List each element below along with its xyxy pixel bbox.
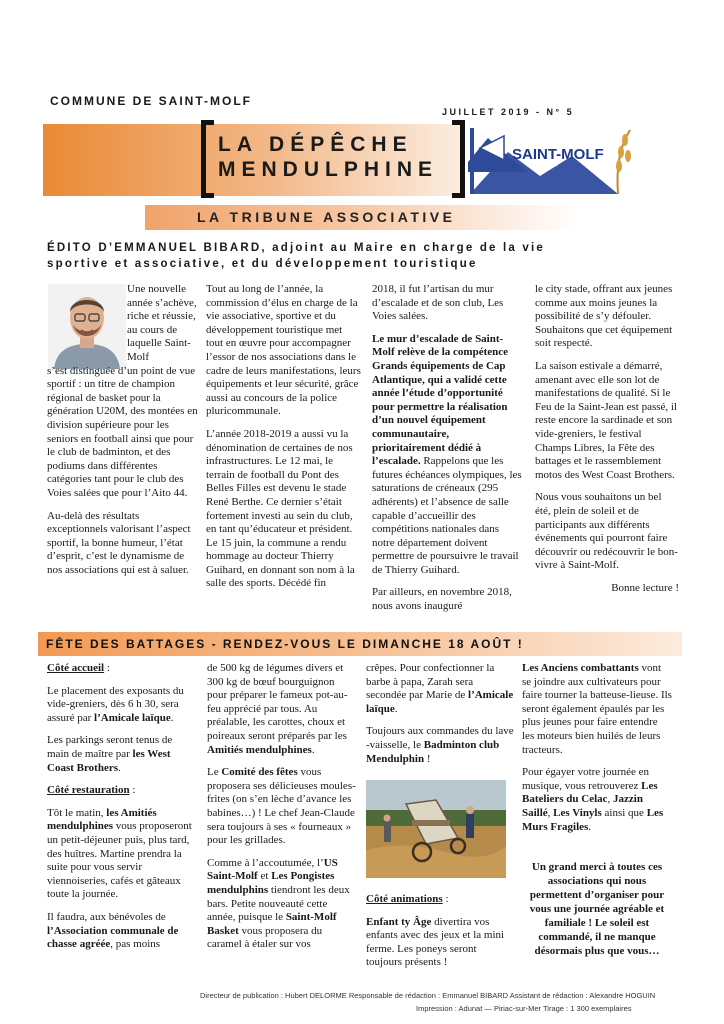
fete-col2-p1-a: de 500 kg de légumes divers et 300 kg de bœuf bourguignon pour préparer le fameux pot-au-feu apprécié par tous. Au préalable, les carottes, choux et poireaux seront préparés par les [207,662,348,742]
fete-col4-p1-bold: Les Anciens combattants [522,662,639,674]
edito-signoff: Bonne lecture ! [611,581,679,594]
fete-col4-p1 [522,662,672,757]
restauration-colon: : [129,784,136,797]
fete-col2-p2-a: Le [207,766,222,779]
fete-col1-p3 [47,807,195,902]
fete-col2-p3-b: et [257,870,272,883]
fete-column-2 [207,662,357,961]
fete-col1-p2-end: . [117,761,121,774]
edito-col2-p2: L’année 2018-2019 a aussi vu la dénomination de certaines de nos infrastructures. Le 12 mai, le terrain de football du Pont des Belles Filles est devenu le stade René Berthe. Ce dernier s’était fortement investi au sein du club, en tant qu’éducateur et président. Le 15 juin, la commune a rendu hommage au docteur Thierry Guihard, en donnant son nom à la salle des sports. Décédé fin [206,427,355,590]
fete-col4-p2-c: , [547,806,554,819]
fete-column-3-bottom [366,893,514,979]
fete-col2-p1 [207,662,357,757]
fete-col2-p2 [207,766,357,848]
fete-column-1 [47,662,195,961]
masthead-line-2: MENDULPHINE [218,158,439,181]
fete-col2-p1-bold: Amitiés mendulphines [207,743,312,756]
fete-col2-p1-end: . [311,743,315,756]
fete-col2-p3 [207,857,357,952]
accueil-heading [47,662,195,676]
fete-col3-p2-bold: Badminton club Mendulphin [366,738,500,765]
fete-col1-p3-a: Tôt le matin, [47,806,107,819]
restauration-title: Côté restauration [47,784,130,797]
edito-col3-p2-bold: Le mur d’escalade de Saint-Molf relève de la compétence Grands équipements de Cap Atlantique, qui a validé cette année l’étude d’opportunité pour permettre la réalisation d’un nouvel équipement communautaire, prioritairement dédié à l’escalade. [372,332,509,468]
fete-col4-p2-bold2: Jazzin Saillé [522,793,643,819]
edito-col1-p1: s’est distinguée d’un point de vue sportif : un titre de champion régional de basket pour la génération U20M, des montées en division supérieure pour les seniors en football ainsi que pour le club de badminton, et des podiums dans différentes catégories tant pour le club des Voies salées que pour l’Aito 44. [47,364,198,499]
fete-col1-p4-b: , pas moins [110,938,161,951]
left-bracket [201,120,214,198]
fete-col3-p2 [366,725,514,766]
edito-col3-p2-rest: Rappelons que les futures échéances olympiques, les saturations de créneaux (295 adhérents) et l’absence de salle capable d’accueillir des compétitions nationales dans notre département doivent permettre de poursuivre le travail de Thierry Guihard. [372,455,522,576]
fete-col4-p2-bold1: Les Bateliers du Celac [522,779,658,806]
logo-text: SAINT-MOLF [512,146,604,163]
fete-banner [38,632,682,656]
right-bracket [452,120,465,198]
thanks-message: Un grand merci à toutes ces associations qui nous permettent d’organiser pour vous une journée agréable et familiale ! Le soleil est commandé, il ne manque désormais plus que vous… [529,861,665,957]
fete-col3-p3-b: divertira vos enfants avec des jeux et la mini ferme. Les poneys seront toujours présents ! [366,915,505,969]
fete-col4-p2-bold4: Les Murs Fragiles [522,806,664,833]
fete-col4-p2-end: . [588,820,592,833]
edito-heading-line-1: ÉDITO D’EMMANUEL BIBARD, adjoint au Maire en charge de la vie [47,242,546,254]
fete-title: FÊTE DES BATTAGES - RENDEZ-VOUS LE DIMANCHE 18 AOÛT ! [46,637,524,651]
fete-col1-p2-text: Les parkings seront tenus de main de maître par [47,734,173,760]
fete-col3-p3 [366,916,514,970]
fete-col2-p3-bold2: Les Pongistes mendulphins [207,870,335,896]
animations-colon: : [442,893,449,905]
issue-label: JUILLET 2019 - N° 5 [442,107,575,117]
restauration-heading [47,784,195,798]
fete-col3-p1-bold: l’Amicale laïque [366,689,514,715]
fete-col3-p1-end: . [394,702,398,715]
fete-col1-p1-end: . [170,711,174,724]
fete-col1-p1-text: Le placement des exposants du vide-greniers, dès 6 h 30, sera assuré par [47,684,184,724]
fete-col4-p2-a: Pour égayer votre journée en musique, vous retrouverez [522,766,650,792]
fete-col1-p2 [47,734,195,775]
fete-col2-p3-c: tiendront les deux bars. Petite nouveauté cette année, puisque le [207,883,350,924]
edito-col3-p1: 2018, il fut l’artisan du mur d’escalade et de son club, Les Voies salées. [372,283,504,323]
fete-col4-p2-bold3: Les Vinyls [553,806,602,819]
edito-column-4 [535,283,679,604]
fete-col4-p2 [522,766,672,834]
edito-col3-p3: Par ailleurs, en novembre 2018, nous avons inauguré [372,586,512,613]
edito-heading [47,240,687,272]
fete-col2-p2-bold: Comité des fêtes [221,766,298,779]
fete-col3-p1-a: crêpes. Pour confectionner la barbe à papa, Zarah sera secondée par Marie de [366,662,495,702]
edito-col3-p2 [372,333,524,578]
fete-column-3 [366,662,514,775]
fete-col1-p4-a: Il faudra, aux bénévoles de [47,910,166,923]
edito-column-1 [47,283,199,586]
fete-col1-p3-b: vous proposeront un petit-déjeuner puis, plus tard, des huîtres. Martine prendra la suite pour vous servir viennoiseries, cafés et gâteaux toute la journée. [47,820,192,901]
fete-col2-p3-bold3: Saint-Molf Basket [207,911,337,937]
edito-col2-p1: Tout au long de l’année, la commission d’élus en charge de la vie associative, sportive et du développement touristique met tout en œuvre pour accompagner l’essor de nos associations dans le cadre de leurs manifestations, leurs équipements et leur sécurité, grâce aussi au concours de la police pluricommunale. [206,283,361,418]
edito-col4-p1: le city stade, offrant aux jeunes comme aux moins jeunes la possibilité de s’y défouler. Souhaitons que cet équipement soit respecté. [535,283,673,350]
fete-column-4 [522,662,672,843]
fete-col2-p2-b: vous proposera ses délicieuses moules-frites (on s’en lèche d’avance les babines…) ! Le chef Jean-Claude sera toujours à ses « fourneaux » pour les grillades. [207,766,356,847]
edito-col1-wrap: Une nouvelle année s’achève, riche et réussie, au cours de laquelle Saint-Molf [127,283,197,363]
fete-col1-p2-bold: les West Coast Brothers [47,747,171,774]
fete-col1-p4-bold: l’Association communale de chasse agréée [47,924,179,951]
fete-col3-p1 [366,662,514,716]
animations-title: Côté animations [366,893,443,905]
fete-col2-p3-d: vous proposera du caramel à étaler sur vos [207,924,323,951]
fete-col3-p2-end: ! [424,752,431,765]
edito-col4-p2: La saison estivale a démarré, amenant avec elle son lot de manifestations de qualité. Si le Feu de la Saint-Jean est passé, il reste encore la sardinade et son vide-greniers, le festival Champs Libres, la Fête des battages et le rassemblement motos des West Coast Brothers. [535,359,678,481]
fete-col3-p3-bold: Enfant ty Âge [366,915,432,928]
fete-col2-p3-a: Comme à l’accoutumée, l’ [207,856,324,869]
footer-print: Impression : Adunat — Piriac-sur-Mer Tirage : 1 300 exemplaires [416,1004,632,1013]
fete-col3-p2-a: Toujours aux commandes du lave -vaisselle, le [366,725,514,751]
saint-molf-logo [468,126,636,196]
fete-col1-p4 [47,911,195,952]
edito-column-3 [372,283,524,623]
fete-col4-p2-b: , [607,793,614,806]
section-banner [145,205,577,230]
masthead-title [218,132,438,182]
fete-col4-p2-d: ainsi que [601,806,647,819]
edito-col4-p3: Nous vous souhaitons un bel été, plein de soleil et de participants aux différents événements qui pourront faire découvrir ou redécouvrir le bon-vivre à Saint-Molf. [535,491,678,572]
fete-col1-p3-bold: les Amitiés mendulphines [47,806,157,833]
masthead-line-1: LA DÉPÊCHE [218,133,413,156]
commune-name: COMMUNE DE SAINT-MOLF [50,94,252,108]
accueil-colon: : [104,662,110,674]
animations-heading [366,893,514,907]
fete-col1-p1 [47,685,195,726]
fete-col1-p1-bold: l’Amicale laïque [94,711,171,724]
edito-column-2 [206,283,362,600]
footer-credits: Directeur de publication : Hubert DELORME Responsable de rédaction : Emmanuel BIBARD Assistant de rédaction : Alexandre HOGUIN [200,991,656,1000]
edito-heading-line-2: sportive et associative, et du développement touristique [47,258,478,270]
edito-col1-p2: Au-delà des résultats exceptionnels valorisant l’aspect sportif, la bonne humeur, l’état d’esprit, c’est le dynamisme de nos associations qui est à saluer. [47,509,191,576]
section-title: LA TRIBUNE ASSOCIATIVE [197,209,456,225]
fete-col4-p1-b: vont se joindre aux cultivateurs pour faire tourner la batteuse-lieuse. Ils seront également épaulés par les plus jeunes pour faire entendre les moteurs bien huilés de leurs tracteurs. [522,662,672,756]
harvest-photo [366,780,506,878]
accueil-title: Côté accueil [47,662,105,674]
fete-col2-p3-bold1: US Saint-Molf [207,856,338,883]
